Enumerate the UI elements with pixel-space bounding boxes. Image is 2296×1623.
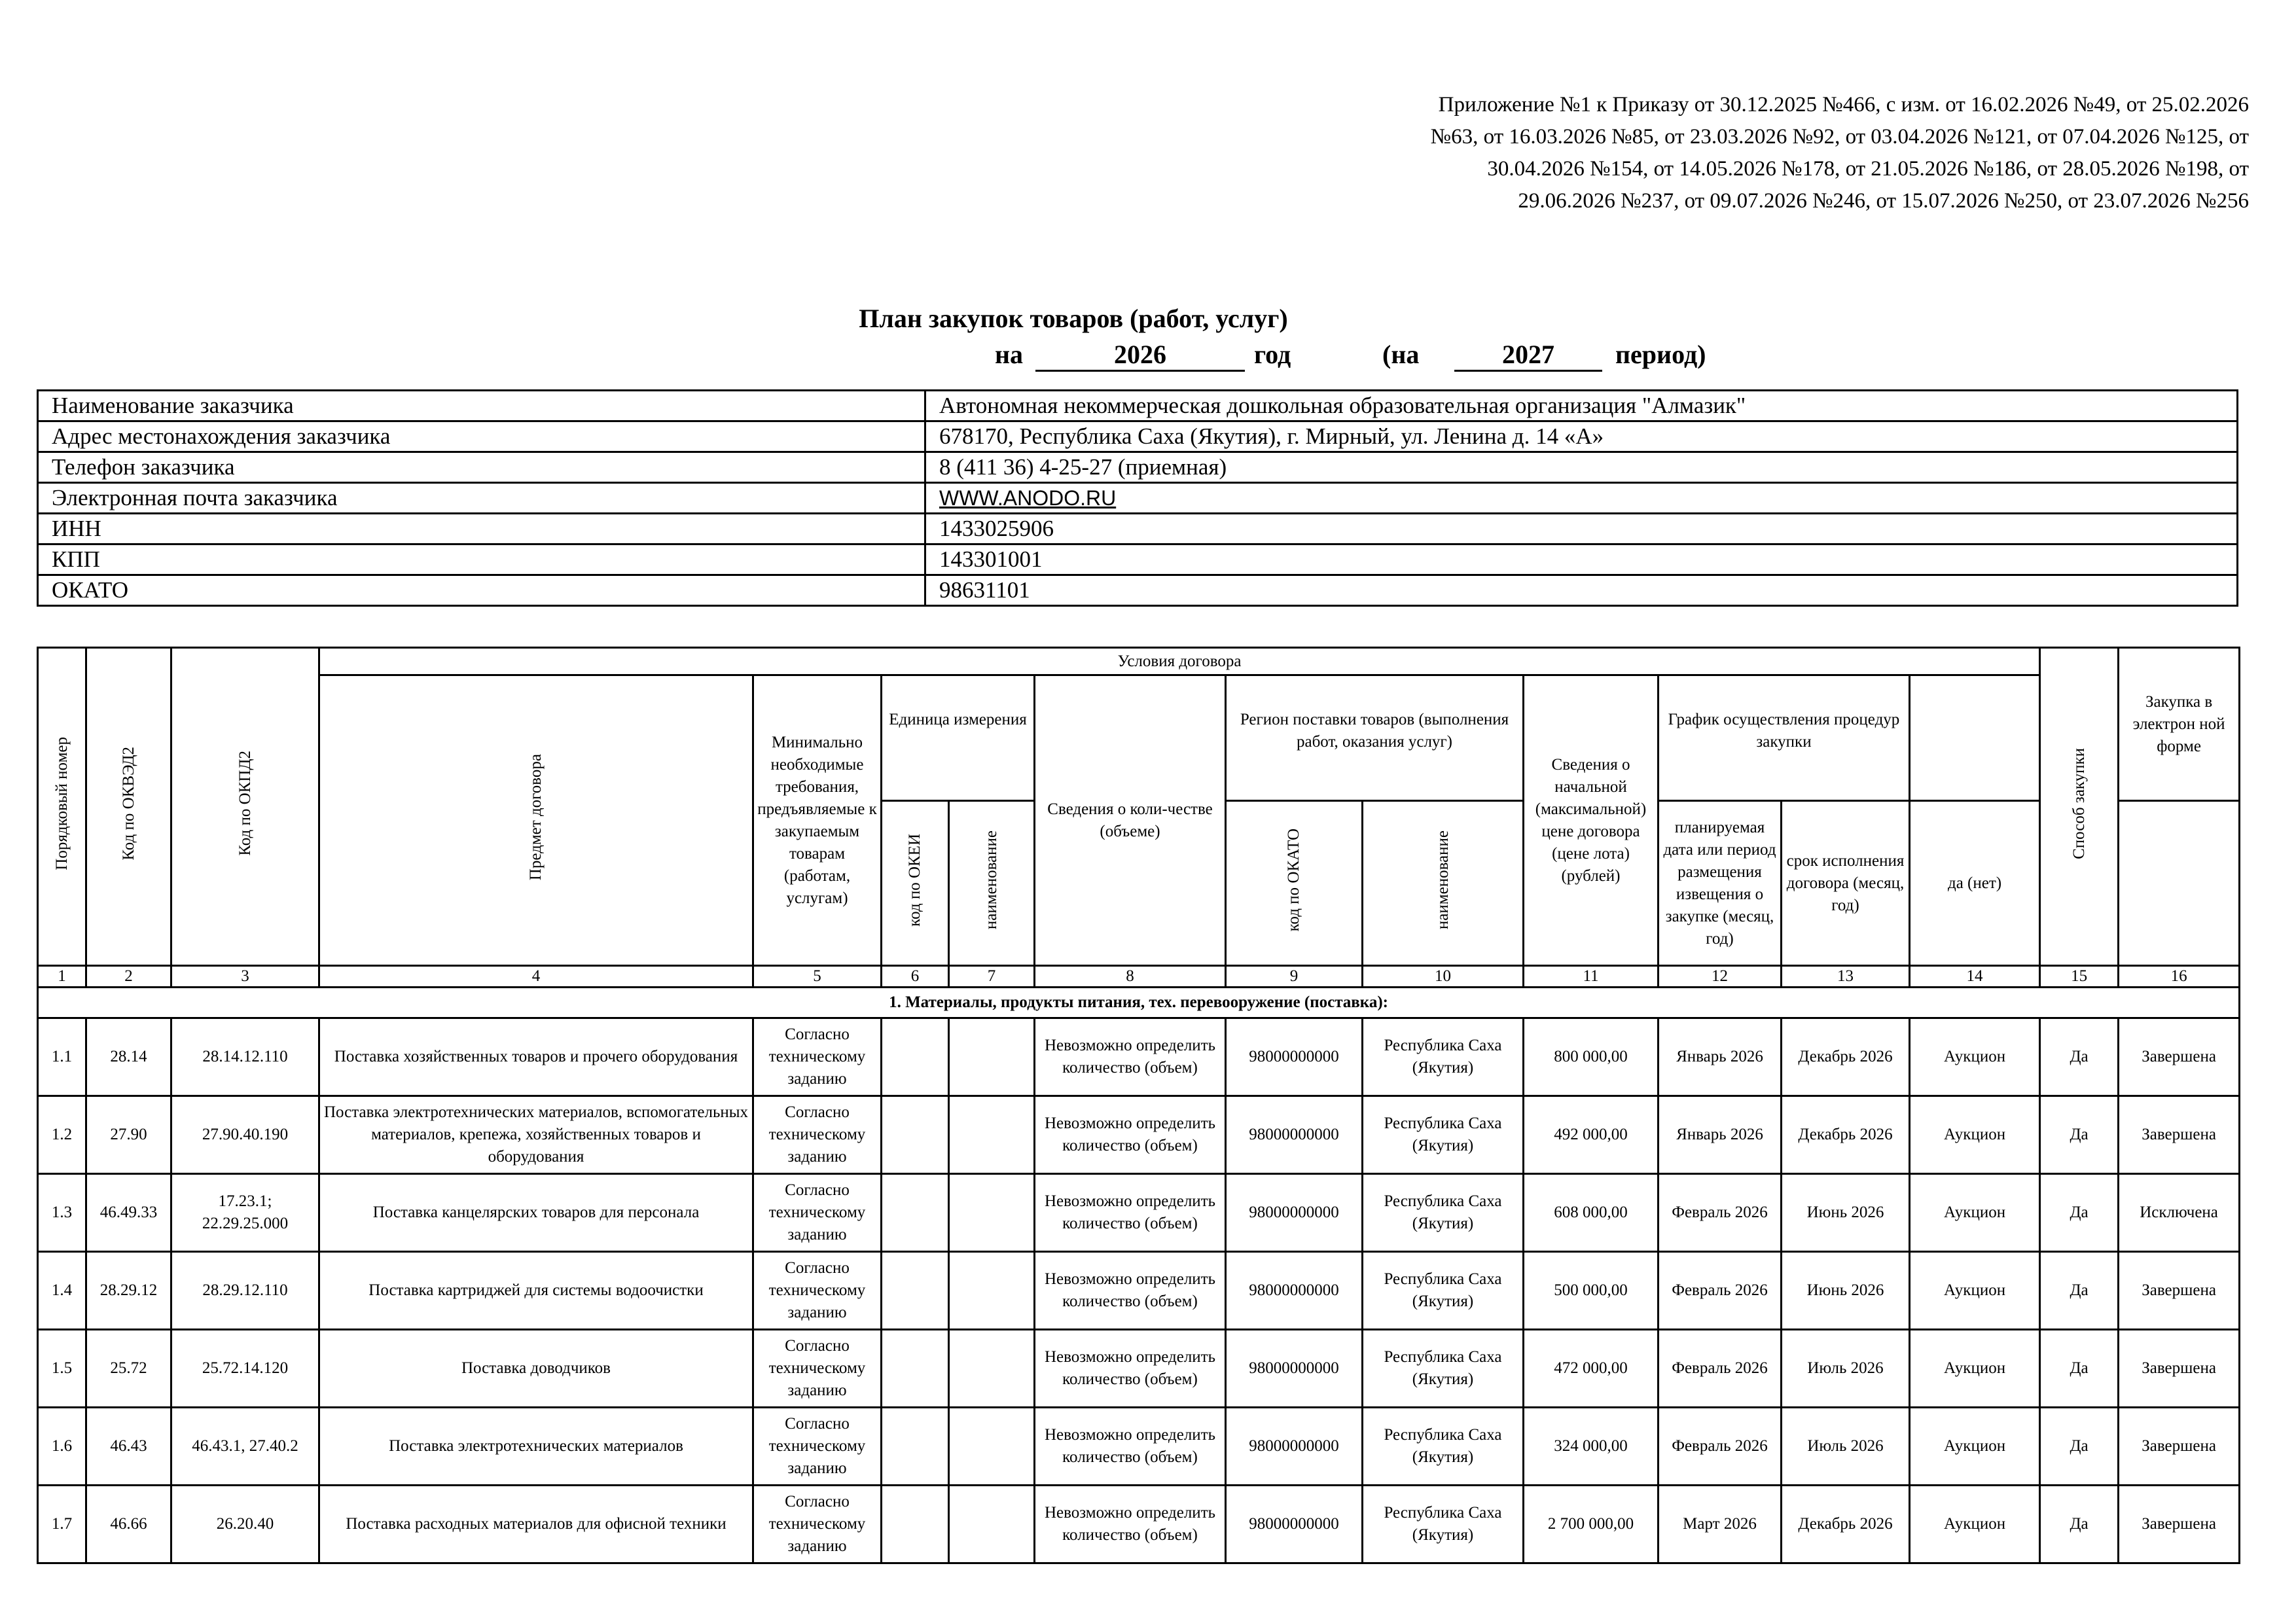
- period-year: 2026: [1035, 339, 1245, 372]
- cell-okei: [882, 1018, 949, 1096]
- table-row: [38, 1252, 2240, 1330]
- cell-requirements: Согласно техническому заданию: [753, 1252, 882, 1330]
- column-number: 14: [1910, 966, 2040, 988]
- cell-price: 800 000,00: [1524, 1018, 1659, 1096]
- customer-row: [38, 514, 2238, 544]
- cell-okved: 28.29.12: [86, 1252, 171, 1330]
- period-line: [0, 339, 2296, 373]
- cell-electronic: Да: [2040, 1018, 2119, 1096]
- customer-label: ИНН: [38, 514, 925, 544]
- cell-price: 608 000,00: [1524, 1174, 1659, 1252]
- column-number: 6: [882, 966, 949, 988]
- cell-num: 1.6: [38, 1408, 86, 1486]
- cell-requirements: Согласно техническому заданию: [753, 1018, 882, 1096]
- cell-requirements: Согласно техническому заданию: [753, 1174, 882, 1252]
- cell-quantity: Невозможно определить количество (объем): [1035, 1330, 1226, 1408]
- cell-okei: [882, 1408, 949, 1486]
- cell-note: Завершена: [2119, 1252, 2240, 1330]
- procurement-plan-table: [37, 647, 2240, 1564]
- cell-deadline: Июль 2026: [1782, 1330, 1910, 1408]
- cell-unit-name: [949, 1408, 1035, 1486]
- cell-num: 1.5: [38, 1330, 86, 1408]
- appendix-line: №63, от 16.03.2026 №85, от 23.03.2026 №92, от 03.04.2026 №121, от 07.04.2026 №125, от: [1430, 125, 2249, 149]
- cell-electronic: Да: [2040, 1174, 2119, 1252]
- column-number: 4: [319, 966, 753, 988]
- customer-label: КПП: [38, 544, 925, 575]
- customer-row: [38, 575, 2238, 606]
- customer-value: 678170, Республика Саха (Якутия), г. Мирный, ул. Ленина д. 14 «А»: [925, 421, 2238, 452]
- column-number: 13: [1782, 966, 1910, 988]
- column-numbers-row: [38, 966, 2240, 988]
- document-title: План закупок товаров (работ, услуг): [859, 304, 1288, 333]
- appendix-note: [1333, 89, 2249, 217]
- cell-num: 1.3: [38, 1174, 86, 1252]
- customer-row: [38, 544, 2238, 575]
- period-god: год: [1254, 340, 1291, 369]
- customer-value: [925, 483, 2238, 514]
- cell-okved: 46.49.33: [86, 1174, 171, 1252]
- customer-label: ОКАТО: [38, 575, 925, 606]
- cell-subject: Поставка хозяйственных товаров и прочего оборудования: [319, 1018, 753, 1096]
- header-planned-date: планируемая дата или период размещения извещения о закупке (месяц, год): [1659, 801, 1782, 966]
- email-link[interactable]: WWW.ANODO.RU: [939, 486, 1117, 510]
- cell-okei: [882, 1174, 949, 1252]
- customer-row: [38, 391, 2238, 421]
- cell-planned-date: Февраль 2026: [1659, 1252, 1782, 1330]
- cell-unit-name: [949, 1252, 1035, 1330]
- cell-subject: Поставка канцелярских товаров для персонала: [319, 1174, 753, 1252]
- cell-region: Республика Саха (Якутия): [1363, 1486, 1524, 1563]
- cell-okei: [882, 1330, 949, 1408]
- table-row: [38, 1408, 2240, 1486]
- cell-okpd: 28.14.12.110: [171, 1018, 319, 1096]
- cell-note: Завершена: [2119, 1330, 2240, 1408]
- customer-row: [38, 452, 2238, 483]
- cell-unit-name: [949, 1486, 1035, 1563]
- period-next-year: 2027: [1454, 339, 1602, 372]
- cell-note: Завершена: [2119, 1096, 2240, 1174]
- cell-price: 492 000,00: [1524, 1096, 1659, 1174]
- customer-row: [38, 483, 2238, 514]
- cell-deadline: Декабрь 2026: [1782, 1018, 1910, 1096]
- customer-info-table: [37, 389, 2238, 607]
- cell-okved: 46.66: [86, 1486, 171, 1563]
- header-price: Сведения о начальной (максимальной) цене договора (цене лота) (рублей): [1524, 675, 1659, 966]
- cell-planned-date: Март 2026: [1659, 1486, 1782, 1563]
- cell-okved: 46.43: [86, 1408, 171, 1486]
- cell-okpd: 26.20.40: [171, 1486, 319, 1563]
- header-okei: код по ОКЕИ: [882, 801, 949, 966]
- cell-num: 1.7: [38, 1486, 86, 1563]
- cell-method: Аукцион: [1910, 1408, 2040, 1486]
- cell-planned-date: Январь 2026: [1659, 1018, 1782, 1096]
- cell-note: Исключена: [2119, 1174, 2240, 1252]
- customer-value: 1433025906: [925, 514, 2238, 544]
- table-row: [38, 1018, 2240, 1096]
- cell-price: 472 000,00: [1524, 1330, 1659, 1408]
- header-num: Порядковый номер: [38, 648, 86, 966]
- cell-method: Аукцион: [1910, 1096, 2040, 1174]
- header-schedule: График осуществления процедур закупки: [1659, 675, 1910, 801]
- customer-row: [38, 421, 2238, 452]
- customer-label: Наименование заказчика: [38, 391, 925, 421]
- cell-electronic: Да: [2040, 1096, 2119, 1174]
- table-row: [38, 1096, 2240, 1174]
- header-region: Регион поставки товаров (выполнения работ, оказания услуг): [1226, 675, 1524, 801]
- cell-note: Завершена: [2119, 1408, 2240, 1486]
- cell-okato: 98000000000: [1226, 1408, 1363, 1486]
- column-number: 16: [2119, 966, 2240, 988]
- header-quantity: Сведения о коли-честве (объеме): [1035, 675, 1226, 966]
- section-title: 1. Материалы, продукты питания, тех. перевооружение (поставка):: [38, 988, 2240, 1018]
- cell-subject: Поставка картриджей для системы водоочистки: [319, 1252, 753, 1330]
- cell-okato: 98000000000: [1226, 1096, 1363, 1174]
- period-na2: (на: [1382, 340, 1420, 369]
- cell-region: Республика Саха (Якутия): [1363, 1252, 1524, 1330]
- cell-subject: Поставка электротехнических материалов, вспомогательных материалов, крепежа, хозяйственных товаров и оборудования: [319, 1096, 753, 1174]
- cell-okato: 98000000000: [1226, 1174, 1363, 1252]
- column-number: 1: [38, 966, 86, 988]
- cell-method: Аукцион: [1910, 1252, 2040, 1330]
- cell-region: Республика Саха (Якутия): [1363, 1330, 1524, 1408]
- appendix-line: Приложение №1 к Приказу от 30.12.2025 №466, с изм. от 16.02.2026 №49, от 25.02.2026: [1438, 93, 2249, 116]
- cell-price: 324 000,00: [1524, 1408, 1659, 1486]
- customer-label: Электронная почта заказчика: [38, 483, 925, 514]
- cell-quantity: Невозможно определить количество (объем): [1035, 1486, 1226, 1563]
- section-row: [38, 988, 2240, 1018]
- cell-deadline: Июнь 2026: [1782, 1174, 1910, 1252]
- cell-deadline: Июль 2026: [1782, 1408, 1910, 1486]
- cell-method: Аукцион: [1910, 1330, 2040, 1408]
- cell-subject: Поставка электротехнических материалов: [319, 1408, 753, 1486]
- cell-okpd: 25.72.14.120: [171, 1330, 319, 1408]
- cell-okato: 98000000000: [1226, 1252, 1363, 1330]
- cell-okato: 98000000000: [1226, 1018, 1363, 1096]
- cell-okved: 25.72: [86, 1330, 171, 1408]
- cell-deadline: Декабрь 2026: [1782, 1096, 1910, 1174]
- cell-electronic: Да: [2040, 1330, 2119, 1408]
- customer-value: Автономная некоммерческая дошкольная образовательная организация "Алмазик": [925, 391, 2238, 421]
- cell-electronic: Да: [2040, 1408, 2119, 1486]
- period-word: период): [1615, 340, 1706, 369]
- cell-price: 2 700 000,00: [1524, 1486, 1659, 1563]
- column-number: 12: [1659, 966, 1782, 988]
- cell-okei: [882, 1096, 949, 1174]
- cell-quantity: Невозможно определить количество (объем): [1035, 1174, 1226, 1252]
- customer-value: 8 (411 36) 4-25-27 (приемная): [925, 452, 2238, 483]
- cell-okved: 27.90: [86, 1096, 171, 1174]
- cell-okpd: 28.29.12.110: [171, 1252, 319, 1330]
- cell-deadline: Июнь 2026: [1782, 1252, 1910, 1330]
- appendix-line: 30.04.2026 №154, от 14.05.2026 №178, от 21.05.2026 №186, от 28.05.2026 №198, от: [1487, 157, 2249, 181]
- column-number: 3: [171, 966, 319, 988]
- cell-requirements: Согласно техническому заданию: [753, 1486, 882, 1563]
- header-conditions: Условия договора: [319, 648, 2040, 675]
- cell-quantity: Невозможно определить количество (объем): [1035, 1018, 1226, 1096]
- cell-method: Аукцион: [1910, 1174, 2040, 1252]
- cell-planned-date: Февраль 2026: [1659, 1330, 1782, 1408]
- cell-planned-date: Февраль 2026: [1659, 1408, 1782, 1486]
- customer-value: 98631101: [925, 575, 2238, 606]
- column-number: 10: [1363, 966, 1524, 988]
- cell-quantity: Невозможно определить количество (объем): [1035, 1252, 1226, 1330]
- cell-num: 1.2: [38, 1096, 86, 1174]
- cell-note: Завершена: [2119, 1486, 2240, 1563]
- header-method: Способ закупки: [2040, 648, 2119, 966]
- column-number: 7: [949, 966, 1035, 988]
- table-row: [38, 1174, 2240, 1252]
- cell-unit-name: [949, 1174, 1035, 1252]
- cell-subject: Поставка доводчиков: [319, 1330, 753, 1408]
- table-row: [38, 1330, 2240, 1408]
- period-na: на: [995, 340, 1024, 369]
- column-number: 15: [2040, 966, 2119, 988]
- cell-subject: Поставка расходных материалов для офисной техники: [319, 1486, 753, 1563]
- column-number: 2: [86, 966, 171, 988]
- header-region-name: наименование: [1363, 801, 1524, 966]
- header-yes-no: да (нет): [1910, 801, 2040, 966]
- cell-requirements: Согласно техническому заданию: [753, 1408, 882, 1486]
- customer-label: Телефон заказчика: [38, 452, 925, 483]
- header-okato: код по ОКАТО: [1226, 801, 1363, 966]
- plan-body: [38, 988, 2240, 1563]
- cell-electronic: Да: [2040, 1486, 2119, 1563]
- header-deadline: срок исполнения договора (месяц, год): [1782, 801, 1910, 966]
- cell-okved: 28.14: [86, 1018, 171, 1096]
- cell-method: Аукцион: [1910, 1018, 2040, 1096]
- column-number: 11: [1524, 966, 1659, 988]
- cell-region: Республика Саха (Якутия): [1363, 1408, 1524, 1486]
- cell-requirements: Согласно техническому заданию: [753, 1096, 882, 1174]
- header-okved: Код по ОКВЭД2: [86, 648, 171, 966]
- cell-okpd: 46.43.1, 27.40.2: [171, 1408, 319, 1486]
- cell-requirements: Согласно техническому заданию: [753, 1330, 882, 1408]
- column-number: 9: [1226, 966, 1363, 988]
- cell-okei: [882, 1486, 949, 1563]
- header-okpd: Код по ОКПД2: [171, 648, 319, 966]
- cell-unit-name: [949, 1330, 1035, 1408]
- header-unit-name: наименование: [949, 801, 1035, 966]
- cell-electronic: Да: [2040, 1252, 2119, 1330]
- cell-price: 500 000,00: [1524, 1252, 1659, 1330]
- table-row: [38, 1486, 2240, 1563]
- cell-quantity: Невозможно определить количество (объем): [1035, 1096, 1226, 1174]
- appendix-line: 29.06.2026 №237, от 09.07.2026 №246, от 15.07.2026 №250, от 23.07.2026 №256: [1518, 189, 2249, 213]
- header-row: [38, 675, 2240, 801]
- cell-okei: [882, 1252, 949, 1330]
- header-subject: Предмет договора: [319, 675, 753, 966]
- cell-num: 1.4: [38, 1252, 86, 1330]
- header-unit: Единица измерения: [882, 675, 1035, 801]
- header-row: [38, 648, 2240, 675]
- cell-unit-name: [949, 1096, 1035, 1174]
- cell-quantity: Невозможно определить количество (объем): [1035, 1408, 1226, 1486]
- column-number: 5: [753, 966, 882, 988]
- cell-region: Республика Саха (Якутия): [1363, 1018, 1524, 1096]
- customer-value: 143301001: [925, 544, 2238, 575]
- cell-deadline: Декабрь 2026: [1782, 1486, 1910, 1563]
- cell-planned-date: Январь 2026: [1659, 1096, 1782, 1174]
- cell-planned-date: Февраль 2026: [1659, 1174, 1782, 1252]
- cell-region: Республика Саха (Якутия): [1363, 1096, 1524, 1174]
- column-number: 8: [1035, 966, 1226, 988]
- customer-label: Адрес местонахождения заказчика: [38, 421, 925, 452]
- cell-okato: 98000000000: [1226, 1486, 1363, 1563]
- cell-okato: 98000000000: [1226, 1330, 1363, 1408]
- cell-region: Республика Саха (Якутия): [1363, 1174, 1524, 1252]
- cell-okpd: 17.23.1; 22.29.25.000: [171, 1174, 319, 1252]
- header-electronic: Закупка в электрон ной форме: [2119, 648, 2240, 801]
- cell-method: Аукцион: [1910, 1486, 2040, 1563]
- cell-num: 1.1: [38, 1018, 86, 1096]
- header-requirements: Минимально необходимые требования, предъявляемые к закупаемым товарам (работам, услугам): [753, 675, 882, 966]
- cell-note: Завершена: [2119, 1018, 2240, 1096]
- cell-okpd: 27.90.40.190: [171, 1096, 319, 1174]
- cell-unit-name: [949, 1018, 1035, 1096]
